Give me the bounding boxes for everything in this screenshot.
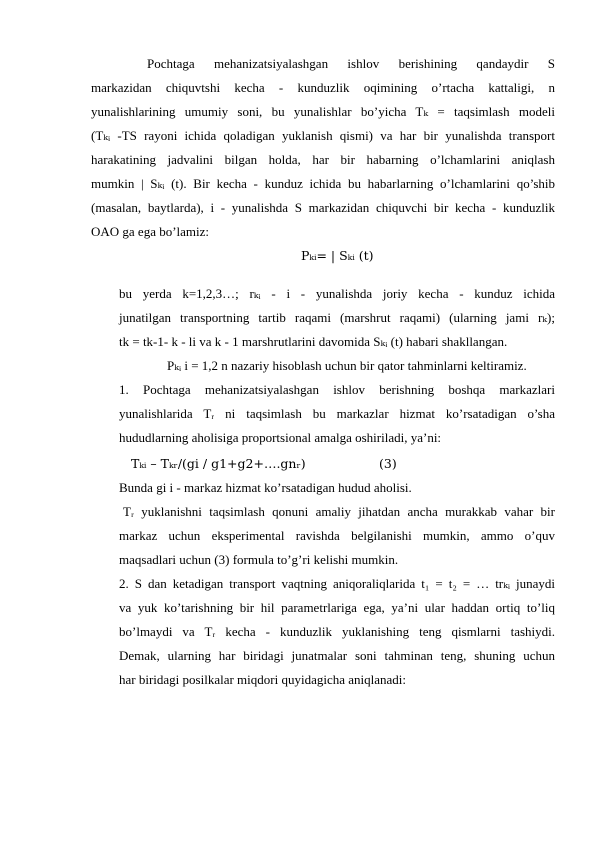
paragraph-line: hududlarning aholisiga proportsional amalga oshiriladi, ya’ni: [119, 430, 442, 445]
list-item-2: 2. S dan ketadigan transport vaqtning aniqoraliqlarida t₁ = t₂ = … trₖᵢ junaydi [119, 576, 555, 591]
paragraph-line: tk = tk-1- k - li va k - 1 marshrutlarini davomida Sₖᵢ (t) habari shakllangan. [119, 334, 508, 349]
paragraph-line: bo’lmaydi va Tᵣ kecha - kunduzlik yuklanishing teng qismlarni tashiydi. [119, 624, 555, 639]
formula-number: (3) [379, 456, 397, 471]
paragraph-line: Demak, ularning har biridagi junatmalar soni tahminan teng, shuning uchun [119, 648, 555, 663]
paragraph-line: yunalishlarida Tᵣ ni taqsimlash bu markazlar hizmat ko’rsatadigan o’sha [119, 406, 555, 421]
paragraph-line: mumkin | Sₖᵢ (t). Bir kecha - kunduz ichida bu habarlarning o’lchamlarini qo’shib [91, 176, 555, 191]
paragraph-line: OAO ga ega bo’lamiz: [91, 224, 210, 239]
paragraph-line: Tᵣ yuklanishni taqsimlash qonuni amaliy jihatdan ancha murakkab vahar bir [123, 504, 555, 519]
paragraph-line: markazidan chiquvtshi kecha - kunduzlik oqimining o’rtacha kattaligi, n [91, 80, 555, 95]
list-item-1: 1. Pochtaga mehanizatsiyalashgan ishlov berishning boshqa markazlari [119, 382, 555, 397]
paragraph-line: junatilgan transportning tartib raqami (marshrut raqami) (ularning jami rₖ); [119, 310, 555, 325]
paragraph-line: Pₖᵢ i = 1,2 n nazariy hisoblash uchun bir qator tahminlarni keltiramiz. [167, 358, 527, 373]
paragraph-line: har biridagi posilkalar miqdori quyidagicha aniqlanadi: [119, 672, 407, 687]
paragraph-line: harakatining jadvalini bilgan holda, har bir habarning o’lchamlarini aniqlash [91, 152, 555, 167]
paragraph-line: (masalan, baytlarda), i - yunalishda S markazidan chiquvchi bir kecha - kunduzlik [91, 200, 555, 215]
paragraph-line: Bunda gi i - markaz hizmat ko’rsatadigan hudud aholisi. [119, 480, 412, 495]
paragraph-line: (Tₖᵢ -TS rayoni ichida qoladigan yuklanish qismi) va har bir yunalishda transport [91, 128, 555, 143]
paragraph-line: yunalishlarining umumiy soni, bu yunalishlar bo’yicha Tₖ = taqsimlash modeli [91, 104, 555, 119]
formula-3: Tₖᵢ – Tₖᵣ/(gi / g1+g2+….gnᵣ) [131, 456, 306, 471]
paragraph-line: bu yerda k=1,2,3…; rₖᵢ - i - yunalishda joriy kecha - kunduz ichida [119, 286, 555, 301]
paragraph-line: va yuk ko’tarishning bir hil parametrlariga ega, ya’ni ular haddan ortiq to’liq [119, 600, 555, 615]
paragraph-line: markaz uchun eksperimental ravishda belgilanishi mumkin, ammo o’quv [119, 528, 555, 543]
formula-p: Pₖᵢ= | Sₖᵢ (t) [301, 248, 374, 263]
paragraph-line: Pochtaga mehanizatsiyalashgan ishlov berishining qandaydir S [147, 56, 555, 71]
paragraph-line: maqsadlari uchun (3) formula to’g’ri kelishi mumkin. [119, 552, 399, 567]
